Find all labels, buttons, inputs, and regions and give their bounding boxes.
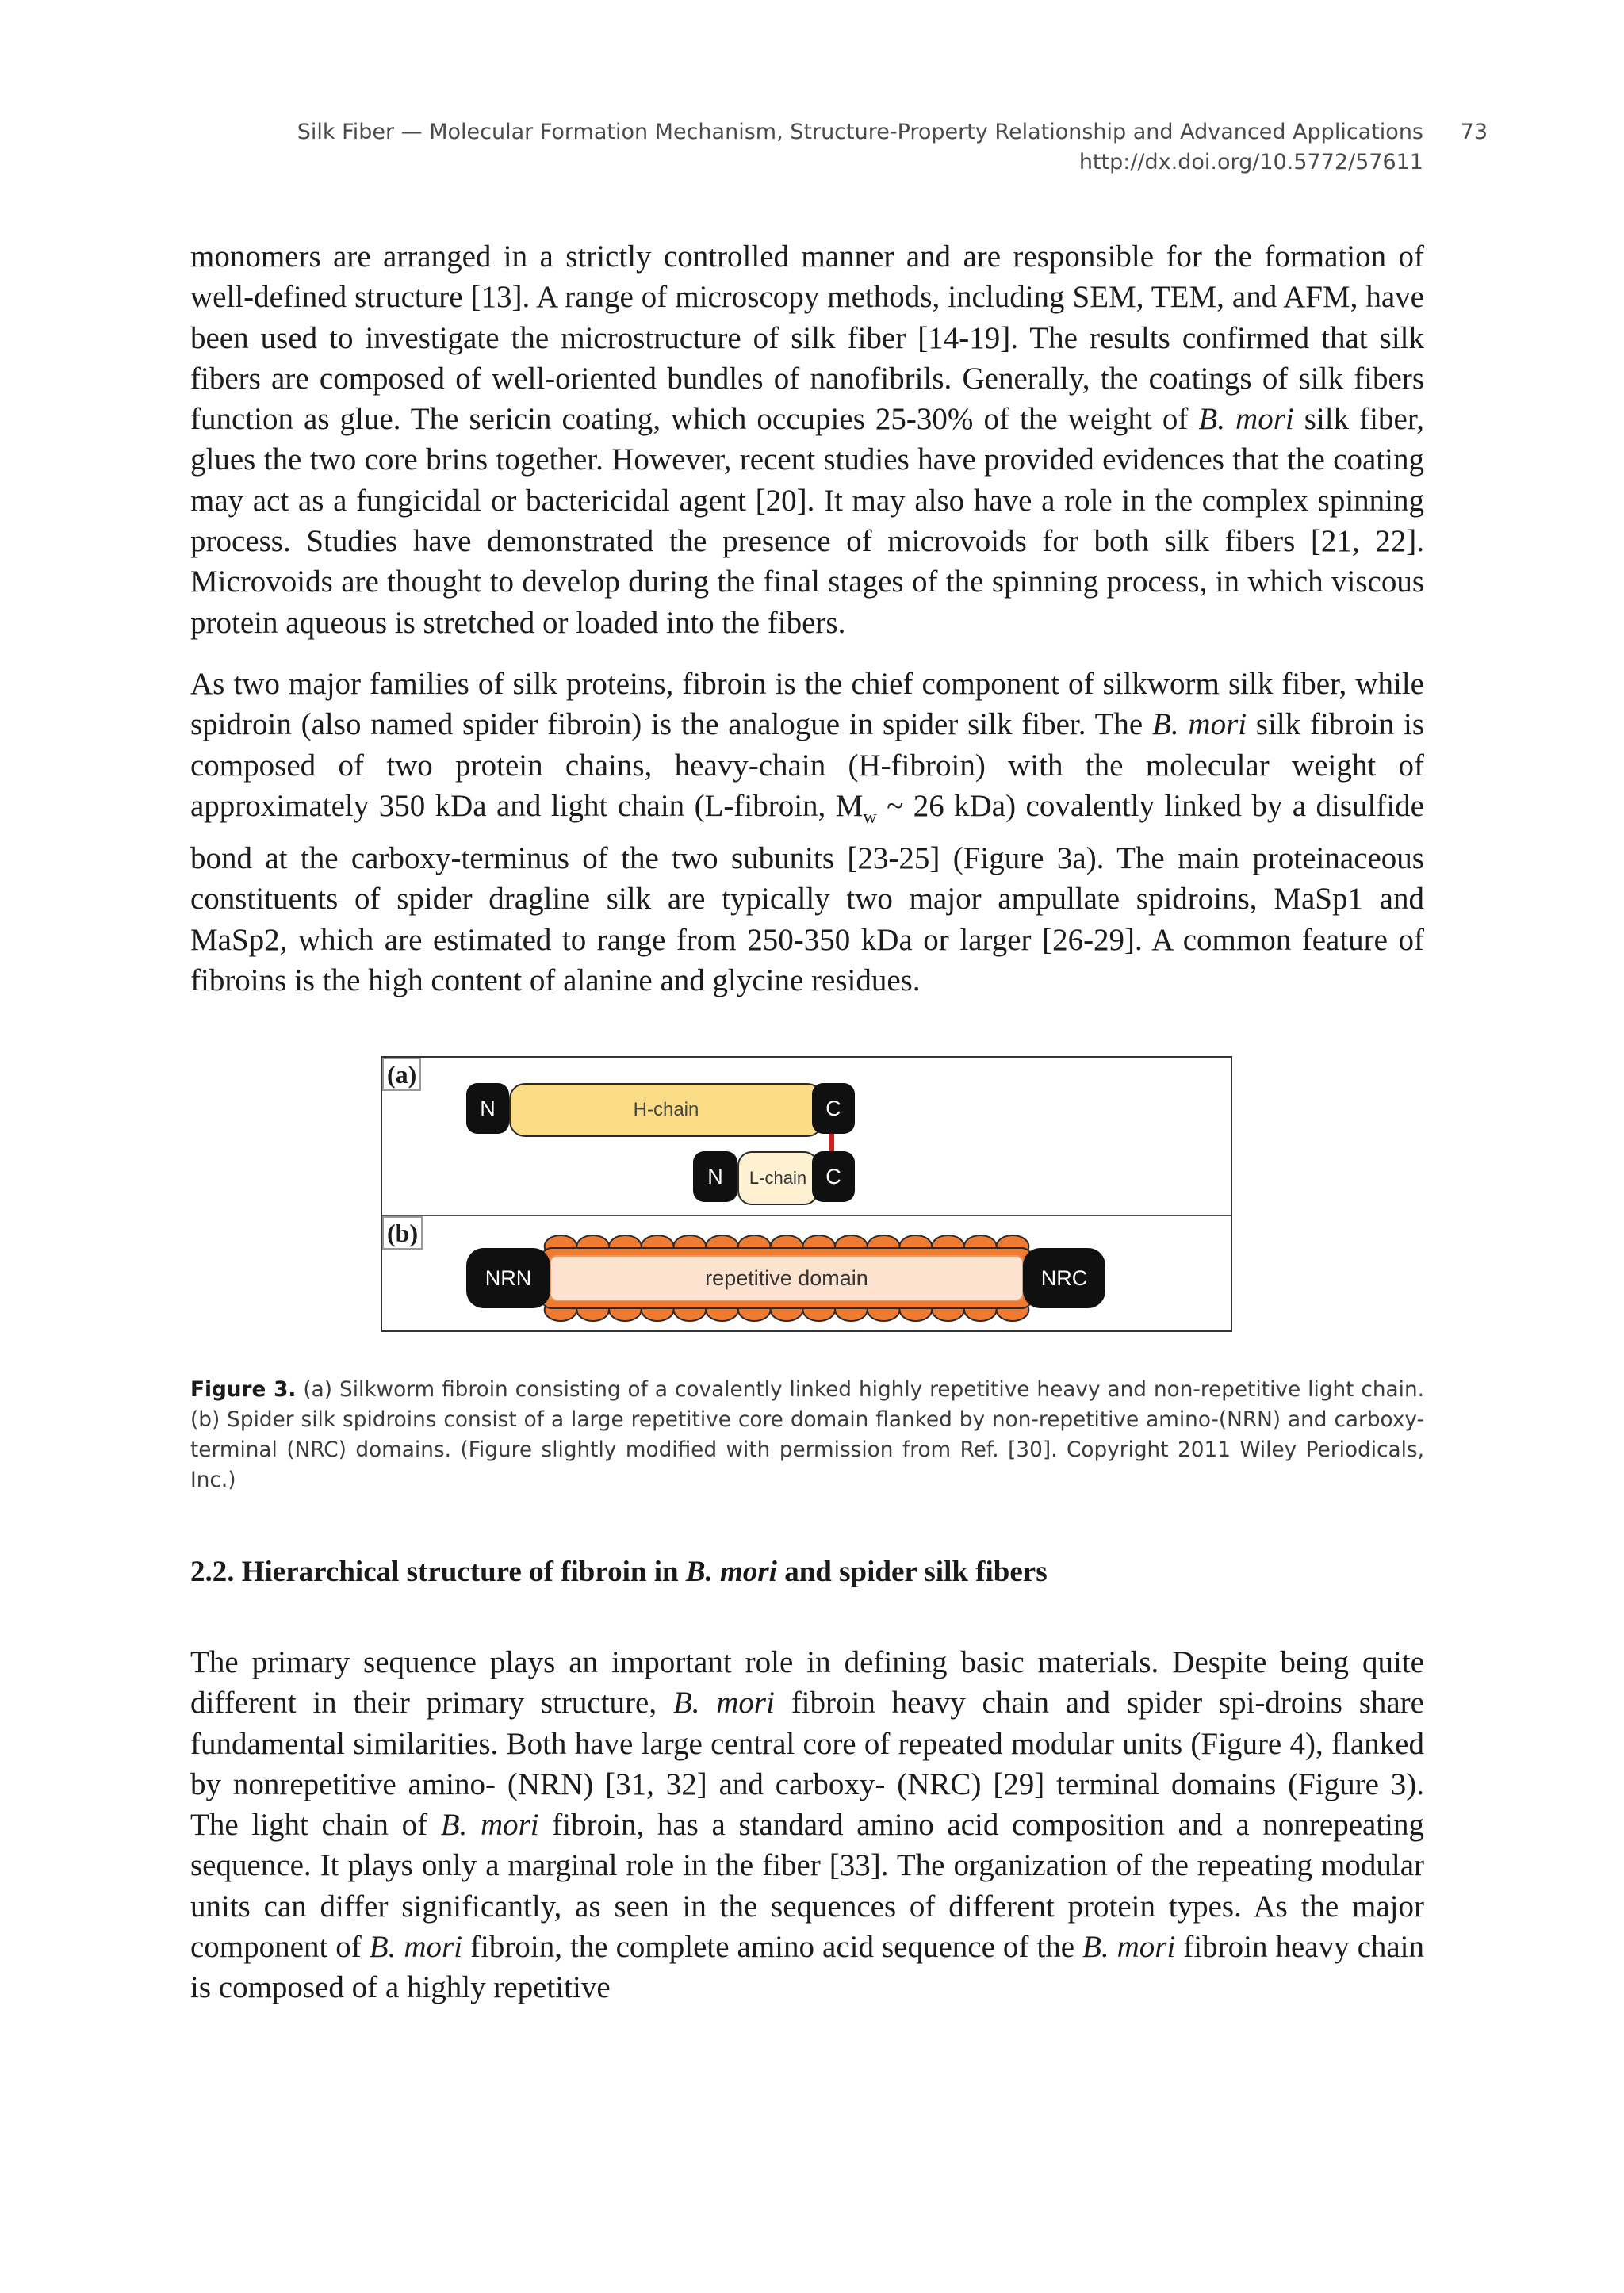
nrn-domain: NRN xyxy=(466,1248,550,1308)
doi-link[interactable]: http://dx.doi.org/10.5772/57611 xyxy=(1078,150,1423,174)
paragraph-1: monomers are arranged in a strictly controlled manner and are responsible for the formation of well-defined structure [13]. A range of microscopy methods, including SEM, TEM, and AFM, have been used to investigate the microstructure of silk fiber [14-19]. The results confirmed that silk fibers are composed of well-oriented bundles of nanofibrils. Generally, the coatings of silk fibers function as glue. The sericin coating, which occupies 25-30% of the weight of B. mori silk fiber, glues the two core brins together. However, recent studies have provided evidences that the coating may act as a fungicidal or bactericidal agent [20]. It may also have a role in the complex spinning process. Studies have demonstrated the presence of microvoids for both silk fibers [21, 22]. Microvoids are thought to develop during the final stages of the spinning process, in which viscous protein aqueous is stretched or loaded into the fibers. xyxy=(190,239,1424,640)
running-header xyxy=(190,117,1488,178)
page-number: 73 xyxy=(1460,120,1488,144)
running-title: Silk Fiber — Molecular Formation Mechanism, Structure-Property Relationship and Advanced Applications xyxy=(297,120,1423,144)
l-chain-body: L-chain xyxy=(737,1151,818,1205)
l-chain-n-terminus: N xyxy=(693,1151,737,1202)
repetitive-domain-label: repetitive domain xyxy=(705,1265,868,1290)
h-chain-c-terminus: C xyxy=(812,1083,855,1134)
l-chain-c-terminus: C xyxy=(812,1151,855,1202)
h-chain-n-terminus: N xyxy=(466,1083,509,1134)
paragraph-2: As two major families of silk proteins, fibroin is the chief component of silkworm silk fiber, while spidroin (also named spider fibroin) is the analogue in spider silk fiber. The B. mori silk fibroin is composed of two protein chains, heavy-chain (H-fibroin) with the molecular weight of approximately 350 kDa and light chain (L-fibroin, $M_w$ ~ 26 kDa) covalently linked by a disulfide bond at the carboxy-terminus of the two subunits [23-25] (Figure 3a). The main proteinaceous constituents of spider dragline silk are typically two major ampullate spidroins, MaSp1 and MaSp2, which are estimated to range from 250-350 kDa or larger [26-29]. A common feature of fibroins is the high content of alanine and glycine residues. xyxy=(190,667,1425,997)
section-heading: 2.2. Hierarchical structure of fibroin in B. mori and spider silk fibers xyxy=(190,1556,1048,1588)
nrc-domain: NRC xyxy=(1023,1248,1105,1308)
panel-a-label: (a) xyxy=(382,1058,421,1091)
figure-caption: Figure 3. (a) Silkworm fibroin consisting of a covalently linked highly repetitive heavy and non-repetitive light chain. (b) Spider silk spidroins consist of a large repetitive core domain flanked by non-repetitive amino-(NRN) and carboxy-terminal (NRC) domains. (Figure slightly modified with permission from Ref. [30]. Copyright 2011 Wiley Periodicals, Inc.) xyxy=(190,1378,1424,1492)
figure-3-diagram xyxy=(381,1056,1232,1332)
h-chain-body: H-chain xyxy=(509,1083,823,1137)
paragraph-3: The primary sequence plays an important role in defining basic materials. Despite being quite different in their primary structure, B. mori fibroin heavy chain and spider spi-droins share fundamental similarities. Both have large central core of repeated modular units (Figure 4), flanked by nonrepetitive amino- (NRN) [31, 32] and carboxy- (NRC) [29] terminal domains (Figure 3). The light chain of B. mori fibroin, has a standard amino acid composition and a nonrepeating sequence. It plays only a marginal role in the fiber [33]. The organization of the repeating modular units can differ significantly, as seen in the sequences of different protein types. As the major component of B. mori fibroin, the complete amino acid sequence of the B. mori fibroin heavy chain is composed of a highly repetitive xyxy=(190,1645,1425,2005)
panel-b-label: (b) xyxy=(382,1216,423,1250)
